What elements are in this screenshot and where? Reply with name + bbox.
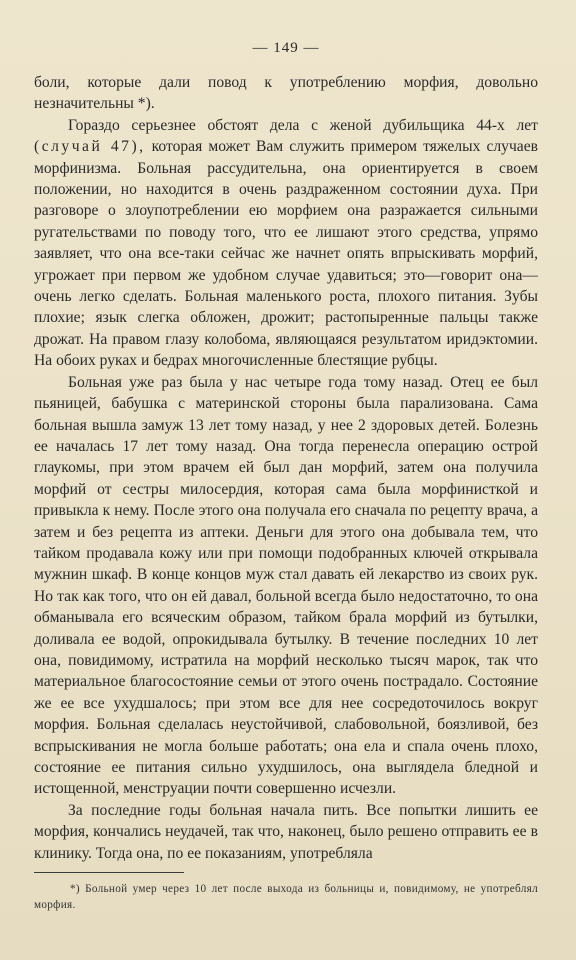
case-reference: (случай 47), xyxy=(34,138,146,156)
page-number: — 149 — xyxy=(252,40,320,56)
paragraph-history: Больная уже раз была у нас четыре года тому назад. Отец ее был пьяницей, бабушка с материнской стороны была парализована. Сама больная вышла замуж 13 лет тому назад, у нее 2 здоровых детей. Болезнь ее началась 17 лет тому назад. Она тогда перенесла операцию острой глаукомы, при этом врачем ей был дан морфий, затем она получила морфий от сестры милосердия, которая сама была морфинисткой и привыкла к нему. После этого она получала его сначала по рецепту врача, а затем и без рецепта из аптеки. Деньги для этого она добывала тем, что тайком продавала кожу или при помощи подобранных ключей открывала мужнин шкаф. В конце концов муж стал давать ей лекарство из своих рук. Но так как того, что он ей давал, больной всегда было недостаточно, то она обманывала его всяческим образом, тайком брала морфий из бутылки, доливала ее водой, опрокидывала бутылку. В течение последних 10 лет она, повидимому, истратила на морфий несколько тысяч марок, так что материальное благосостояние семьи от этого очень пострадало. Состояние же ее все ухудшалось; при этом все для нее сосредоточилось вокруг морфия. Больная сделалась неустойчивой, слабовольной, боязливой, без вспрыскивания не могла больше работать; она ела и спала очень плохо, состояние ее питания сильно ухудшилось, она выглядела бледной и истощенной, менструации почти совершенно исчезли. xyxy=(34,373,538,798)
paragraph-case-47-lead: Гораздо серьезнее обстоят дела с женой дубильщика 44-х лет xyxy=(68,116,538,134)
body-text xyxy=(34,72,538,864)
paragraph-continuation: боли, которые дали повод к употреблению морфия, довольно незначительны *). xyxy=(34,74,538,113)
paragraph-case-47-body: которая может Вам служить примером тяжелых случаев морфинизма. Больная рассудительна, она ориентируется в своем положении, но находится в очень раздраженном состоянии духа. При разговоре о злоупотреблении ею морфием она разражается сильными ругательствами по поводу того, что ее лишают этого средства, упрямо заявляет, что она все-таки сейчас же начнет опять впрыскивать морфий, угрожает при первом же удобном случае удавиться; это—говорит она—очень легко сделать. Больная маленького роста, плохого питания. Зубы плохие; язык слегка обложен, дрожит; растопыренные пальцы также дрожат. На правом глазу колобома, являющаяся результатом иридэктомии. На обоих руках и бедрах многочисленные блестящие рубцы. xyxy=(34,138,538,370)
paragraph-case-47 xyxy=(34,115,538,372)
footnote: *) Больной умер через 10 лет после выхода из больницы и, повидимому, не употреблял морфия. xyxy=(34,883,538,912)
footnote-divider xyxy=(34,872,184,873)
paragraph-recent-years: За последние годы больная начала пить. Все попытки лишить ее морфия, кончались неудачей, так что, наконец, было решено отправить ее в клинику. Тогда она, по ее показаниям, употребляла xyxy=(34,801,538,862)
